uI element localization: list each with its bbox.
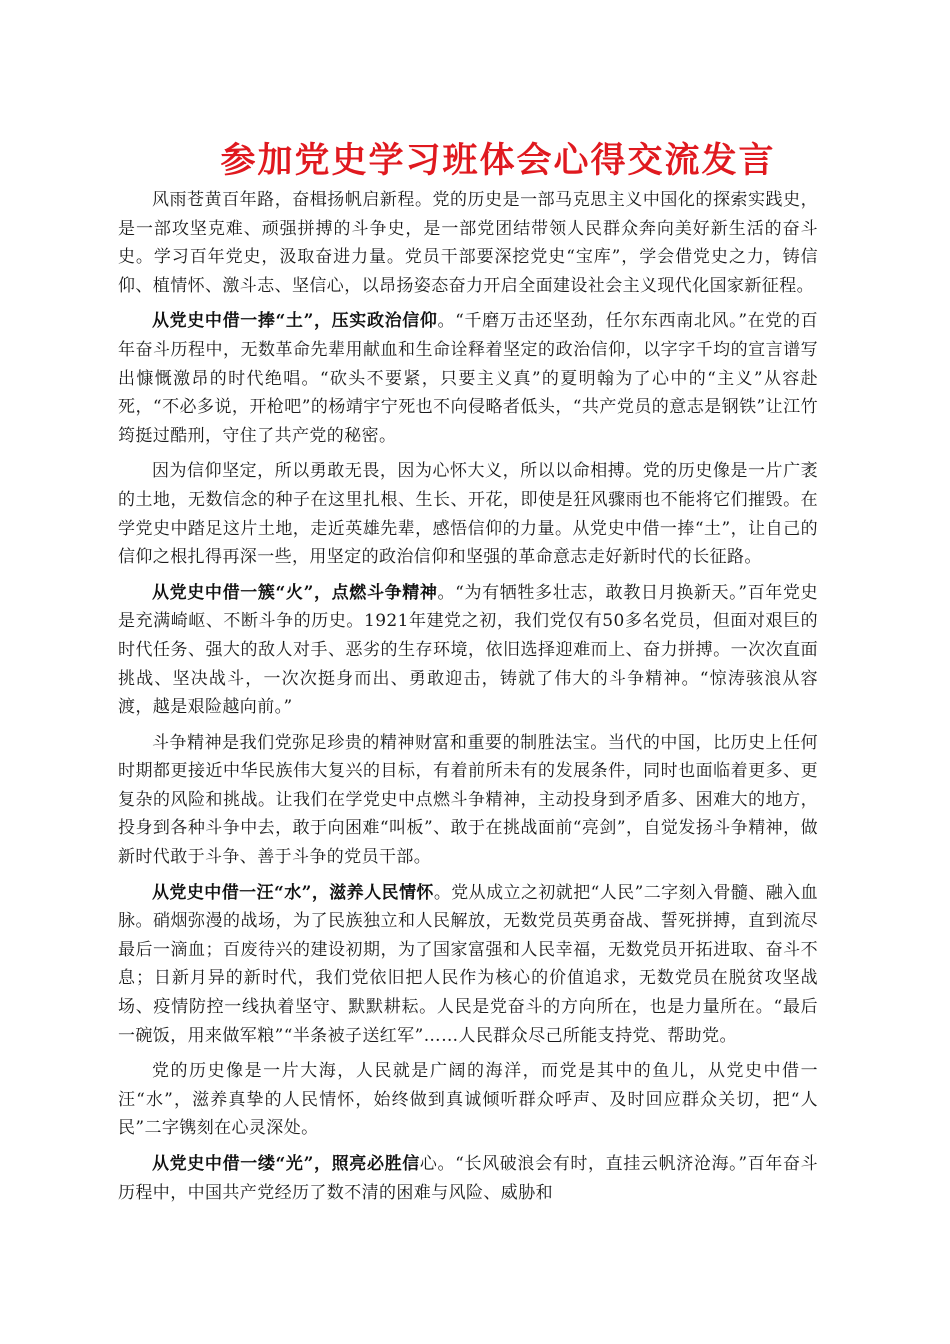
paragraph-text: 心。“长风破浪会有时，直挂云帆济沧海。”百年奋斗历程中，中国共产党经历了数不清的困难与风险、威胁和 — [118, 1154, 818, 1203]
document-title: 参加党史学习班体会心得交流发言 — [220, 140, 776, 181]
paragraph — [118, 1057, 818, 1143]
paragraph-text: 风雨苍黄百年路，奋楫扬帆启新程。党的历史是一部马克思主义中国化的探索实践史，是一部攻坚克难、顽强拼搏的斗争史，是一部党团结带领人民群众奔向美好新生活的奋斗史。学习百年党史，汲取奋进力量。党员干部要深挖党史“宝库”，学会借党史之力，铸信仰、植情怀、激斗志、坚信心，以昂扬姿态奋力开启全面建设社会主义现代化国家新征程。 — [118, 190, 818, 296]
paragraph-text: 。“千磨万击还坚劲，任尔东西南北风。”在党的百年奋斗历程中，无数革命先辈用献血和生命诠释着坚定的政治信仰，以字字千均的宣言谱写出慷慨激昂的时代绝唱。“砍头不要紧，只要主义真”的夏明翰为了心中的“主义”从容赴死，“不必多说，开枪吧”的杨靖宇宁死也不向侵略者低头，“共产党员的意志是钢铁”让江竹筠挺过酷刑，守住了共产党的秘密。 — [118, 311, 818, 446]
paragraph-text: 党的历史像是一片大海，人民就是广阔的海洋，而党是其中的鱼儿，从党史中借一汪“水”，滋养真挚的人民情怀，始终做到真诚倾听群众呼声、及时回应群众关切，把“人民”二字镌刻在心灵深处。 — [118, 1061, 818, 1139]
paragraph — [118, 307, 818, 450]
paragraph-text: 。“为有牺牲多壮志，敢教日月换新天。”百年党史是充满崎岖、不断斗争的历史。1921年建党之初，我们党仅有50多名党员，但面对艰巨的时代任务、强大的敌人对手、恶劣的生存环境，依旧选择迎难而上、奋力拼搏。一次次直面挑战、坚决战斗，一次次挺身而出、勇敢迎击，铸就了伟大的斗争精神。“惊涛骇浪从容渡，越是艰险越向前。” — [118, 582, 818, 718]
paragraph — [118, 457, 818, 571]
paragraph-lead: 从党史中借一捧“土”，压实政治信仰 — [152, 311, 438, 332]
paragraph — [118, 186, 818, 300]
document-body — [118, 186, 818, 1214]
paragraph-text: 斗争精神是我们党弥足珍贵的精神财富和重要的制胜法宝。当代的中国，比历史上任何时期都更接近中华民族伟大复兴的目标，有着前所未有的发展条件，同时也面临着更多、更复杂的风险和挑战。让我们在学党史中点燃斗争精神，主动投身到矛盾多、困难大的地方，投身到各种斗争中去，敢于向困难“叫板”、敢于在挑战面前“亮剑”，自觉发扬斗争精神，做新时代敢于斗争、善于斗争的党员干部。 — [118, 732, 818, 868]
paragraph — [118, 579, 818, 722]
paragraph-lead: 从党史中借一汪“水”，滋养人民情怀 — [152, 882, 434, 903]
paragraph — [118, 1150, 818, 1207]
paragraph — [118, 729, 818, 872]
paragraph-lead: 从党史中借一缕“光”，照亮必胜信 — [152, 1154, 420, 1174]
paragraph-text: 因为信仰坚定，所以勇敢无畏，因为心怀大义，所以以命相搏。党的历史像是一片广袤的土地，无数信念的种子在这里扎根、生长、开花，即使是狂风骤雨也不能将它们摧毁。在学党史中踏足这片土地，走近英雄先辈，感悟信仰的力量。从党史中借一捧“土”，让自己的信仰之根扎得再深一些，用坚定的政治信仰和坚强的革命意志走好新时代的长征路。 — [118, 461, 818, 568]
paragraph-lead: 从党史中借一簇“火”，点燃斗争精神 — [152, 582, 438, 603]
paragraph — [118, 879, 818, 1051]
paragraph-text: 。党从成立之初就把“人民”二字刻入骨髓、融入血脉。硝烟弥漫的战场，为了民族独立和人民解放，无数党员英勇奋战、誓死拼搏，直到流尽最后一滴血；百废待兴的建设初期，为了国家富强和人民幸福，无数党员开拓进取、奋斗不息；日新月异的新时代，我们党依旧把人民作为核心的价值追求，无数党员在脱贫攻坚战场、疫情防控一线执着坚守、默默耕耘。人民是党奋斗的方向所在，也是力量所在。“最后一碗饭，用来做军粮”“半条被子送红军”……人民群众尽己所能支持党、帮助党。 — [118, 882, 818, 1046]
